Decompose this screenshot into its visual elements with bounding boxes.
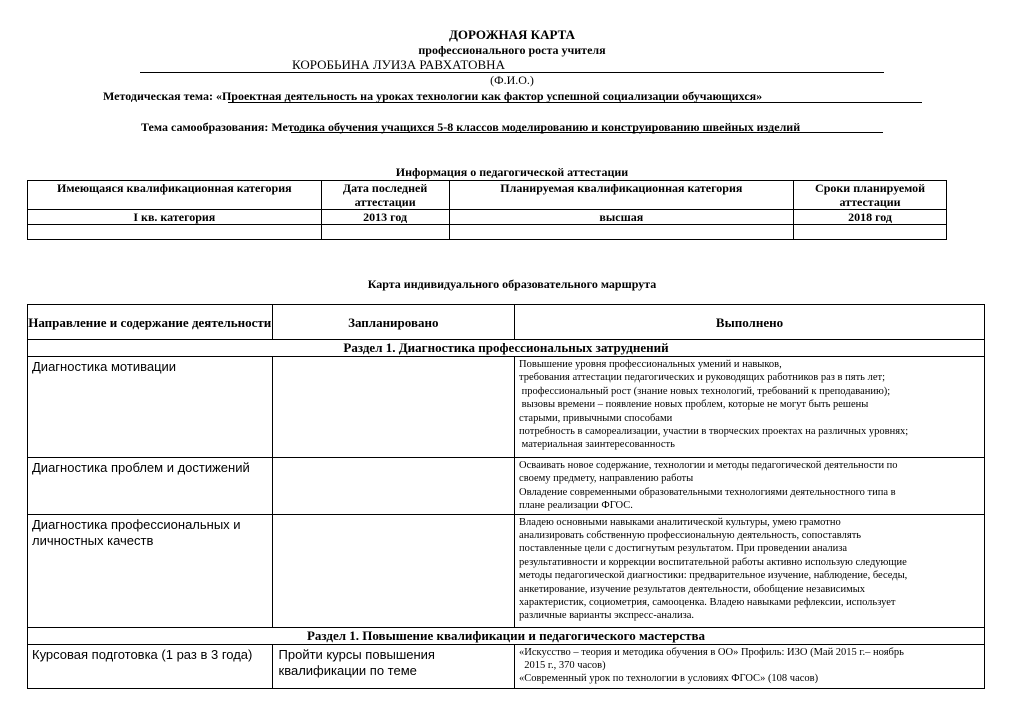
header-planned: Запланировано <box>272 305 515 340</box>
done-line: поставленные цели с достигнутым результатом. При проведении анализа <box>519 543 848 555</box>
table-cell <box>28 225 322 240</box>
self-education-underline <box>291 132 883 133</box>
done-line: анкетирование, изучение результатов деятельности, обобщение независимых <box>519 583 866 595</box>
attestation-header-row <box>28 181 947 210</box>
done-line: плане реализации ФГОС. <box>519 500 633 512</box>
self-education-value: Методика обучения учащихся 5-8 классов моделированию и конструированию швейных изделий <box>271 120 801 134</box>
done-line: результативности и коррекции воспитательной работы активно использую следующие <box>519 556 907 568</box>
done-line: Повышение уровня профессиональных умений и навыков, <box>519 359 782 370</box>
header-last-date: Дата последней аттестации <box>321 181 449 210</box>
table-cell: высшая <box>449 210 794 225</box>
done-line: 2015 г., 370 часов) <box>519 660 606 672</box>
table-cell: 2013 год <box>321 210 449 225</box>
table-row <box>28 644 985 688</box>
route-header-row <box>28 305 985 340</box>
done-line: вызовы времени – появление новых проблем, которые не могут быть решены <box>519 399 869 411</box>
done-line: характеристик, социометрия, самооценка. Владею навыками рефлексии, использует <box>519 597 896 609</box>
table-row <box>28 514 985 627</box>
done-line: Осваивать новое содержание, технологии и методы педагогической деятельности по <box>519 460 898 471</box>
done-line: различные варианты экспресс-анализа. <box>519 610 695 622</box>
done-line: своему предмету, направлению работы <box>519 473 694 485</box>
header-planned-dates: Сроки планируемой аттестации <box>794 181 947 210</box>
section-row <box>28 627 985 644</box>
done-line: Владею основными навыками аналитической культуры, умею грамотно <box>519 516 841 528</box>
done-line: требования аттестации педагогических и руководящих работников раз в пять лет; <box>519 372 885 384</box>
done-cell <box>515 458 985 515</box>
done-line: профессиональный рост (знание новых технологий, требований к преподаванию); <box>519 385 891 397</box>
done-line: Овладение современными образовательными технологиями деятельностного типа в <box>519 486 896 498</box>
table-cell <box>449 225 794 240</box>
done-cell <box>515 644 985 688</box>
done-line: потребность в самореализации, участии в творческих проектах на различных уровнях; <box>519 426 909 438</box>
done-line: материальная заинтересованность <box>519 439 675 451</box>
done-line: методы педагогической диагностики: предварительное изучение, наблюдение, беседы, <box>519 570 908 582</box>
route-table <box>27 304 985 689</box>
header-planned-category: Планируемая квалификационная категория <box>449 181 794 210</box>
header-direction: Направление и содержание деятельности <box>28 305 273 340</box>
header-current-category: Имеющаяся квалификационная категория <box>28 181 322 210</box>
done-cell <box>515 514 985 627</box>
table-row <box>28 458 985 515</box>
teacher-name: КОРОБЬИНА ЛУИЗА РАВХАТОВНА <box>292 57 505 72</box>
attestation-table <box>27 180 947 240</box>
done-line: «Искусство – теория и методика обучения в ОО» Профиль: ИЗО (Май 2015 г.– ноябрь <box>519 646 904 658</box>
document-title: ДОРОЖНАЯ КАРТА <box>448 27 576 42</box>
method-theme-underline <box>228 102 922 103</box>
section-row <box>28 340 985 357</box>
document-subtitle: профессионального роста учителя <box>418 43 606 57</box>
done-cell <box>515 357 985 458</box>
method-theme-label: Методическая тема: <box>103 89 213 103</box>
table-row <box>28 225 947 240</box>
done-line: старыми, привычными способами <box>519 412 673 424</box>
direction-cell: Диагностика мотивации <box>28 357 273 458</box>
section-1-title: Раздел 1. Диагностика профессиональных затруднений <box>28 340 985 357</box>
method-theme-value: «Проектная деятельность на уроках технологии как фактор успешной социализации обучающихся» <box>215 89 763 103</box>
name-caption: (Ф.И.О.) <box>490 73 534 87</box>
table-cell <box>321 225 449 240</box>
route-title: Карта индивидуального образовательного маршрута <box>367 277 657 291</box>
planned-cell <box>272 514 515 627</box>
direction-cell: Диагностика проблем и достижений <box>28 458 273 515</box>
planned-cell: Пройти курсы повышения квалификации по теме <box>272 644 515 688</box>
table-row <box>28 357 985 458</box>
table-cell: I кв. категория <box>28 210 322 225</box>
table-row <box>28 210 947 225</box>
planned-cell <box>272 357 515 458</box>
self-education-label: Тема самообразования: <box>141 120 269 134</box>
planned-cell <box>272 458 515 515</box>
table-cell: 2018 год <box>794 210 947 225</box>
direction-cell: Диагностика профессиональных и личностных качеств <box>28 514 273 627</box>
header-done: Выполнено <box>515 305 985 340</box>
table-cell <box>794 225 947 240</box>
direction-cell: Курсовая подготовка (1 раз в 3 года) <box>28 644 273 688</box>
attestation-title: Информация о педагогической аттестации <box>395 165 629 179</box>
done-line: «Современный урок по технологии в условиях ФГОС» (108 часов) <box>519 673 819 685</box>
section-2-title: Раздел 1. Повышение квалификации и педагогического мастерства <box>28 627 985 644</box>
done-line: анализировать собственную профессиональную деятельность, сопоставлять <box>519 530 862 542</box>
